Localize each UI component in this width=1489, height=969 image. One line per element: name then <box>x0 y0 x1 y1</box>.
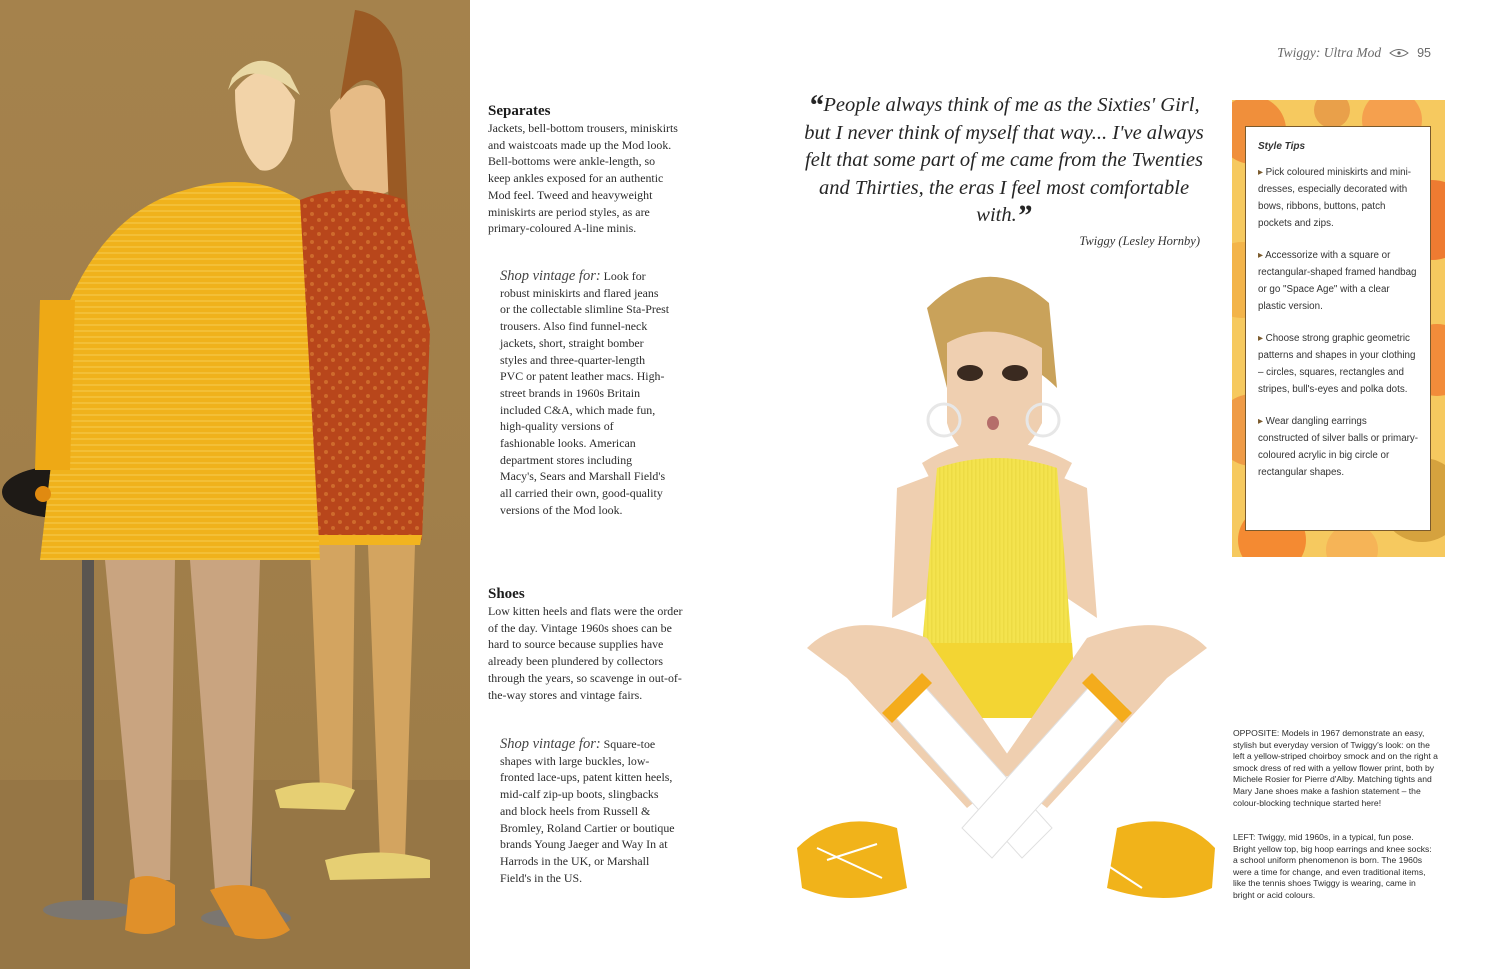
shoes-shop-vintage <box>500 736 675 886</box>
bullet-icon: ▸ <box>1258 250 1266 261</box>
style-tip-text: Choose strong graphic geometric patterns and shapes in your clothing – circles, squares, rectangles and stripes, bull's-eyes and polka dots. <box>1258 333 1416 395</box>
bullet-icon: ▸ <box>1258 416 1266 427</box>
style-tip <box>1258 330 1420 398</box>
separates-body: Jackets, bell-bottom trousers, miniskirts and waistcoats made up the Mod look. Bell-bottoms were ankle-length, so keep ankles exposed for an authentic Mod feel. Tweed and heavyweight miniskirts are period styles, as are primary-coloured A-line minis. <box>488 121 678 236</box>
bullet-icon: ▸ <box>1258 333 1266 344</box>
separates-section <box>488 103 678 237</box>
running-head <box>1277 45 1431 61</box>
open-quote-mark: “ <box>808 89 824 122</box>
bullet-icon: ▸ <box>1258 167 1266 178</box>
caption-opposite: OPPOSITE: Models in 1967 demonstrate an easy, stylish but everyday version of Twiggy's look: on the left a yellow-striped choirboy smock and on the right a smock dress of red with a yellow flower print, both by Michele Rosier for Pierre d'Alby. Matching tights and Mary Jane shoes make a fashion statement – the colour-blocking technique started here! <box>1233 728 1438 808</box>
running-title: Twiggy: Ultra Mod <box>1277 45 1382 60</box>
photo-illustration <box>787 248 1225 910</box>
style-tip-text: Pick coloured miniskirts and mini-dresses, especially decorated with bows, ribbons, buttons, patch pockets and zips. <box>1258 167 1412 229</box>
quote-text: People always think of me as the Sixties' Girl, but I never think of myself that way... I've always felt that some part of me came from the Twenties and Thirties, the eras I feel most comfortable with. <box>804 94 1204 226</box>
photo-illustration <box>0 0 470 969</box>
shoes-heading: Shoes <box>488 586 525 602</box>
quote-attribution: Twiggy (Lesley Hornby) <box>1079 234 1200 248</box>
style-tip-text: Accessorize with a square or rectangular-shaped framed handbag or go "Space Age" with a clear plastic version. <box>1258 250 1417 312</box>
caption-left: LEFT: Twiggy, mid 1960s, in a typical, fun pose. Bright yellow top, big hoop earrings and knee socks: a school uniform phenomenon is born. The 1960s were a time for change, and even traditional items, like the tennis shoes Twiggy is wearing, came in bright or acid colours. <box>1233 832 1432 900</box>
style-tip <box>1258 247 1420 315</box>
style-tip <box>1258 413 1420 481</box>
shoes-body: Low kitten heels and flats were the order of the day. Vintage 1960s shoes can be hard to source because supplies have already been plundered by collectors through the years, so scavenge in out-of-the-way stores and vintage fairs. <box>488 604 683 702</box>
photo-twiggy <box>787 248 1225 910</box>
style-tips-box <box>1245 126 1431 531</box>
pull-quote <box>802 89 1206 232</box>
page-number: 95 <box>1417 46 1431 60</box>
shop-vintage-label: Shop vintage for: <box>500 268 601 284</box>
shop-vintage-label: Shop vintage for: <box>500 736 601 752</box>
close-quote-mark: ” <box>1016 199 1032 232</box>
photo-models-1967 <box>0 0 470 969</box>
style-tips-title: Style Tips <box>1258 141 1306 152</box>
style-tip <box>1258 164 1420 232</box>
separates-shop-vintage <box>500 268 670 519</box>
ornament-icon <box>1389 48 1409 58</box>
shop-vintage-text: Look for robust miniskirts and flared jeans or the collectable slimline Sta-Prest trousers. Also find funnel-neck jackets, short, straight bomber styles and three-quarter-length PVC or patent leather macs. High-street brands in 1960s Britain included C&A, which made fun, high-quality versions of fashionable looks. American department stores including Macy's, Sears and Marshall Field's all carried their own, good-quality versions of the Mod look. <box>500 269 670 517</box>
separates-heading: Separates <box>488 103 551 119</box>
shoes-section <box>488 586 688 703</box>
style-tip-text: Wear dangling earrings constructed of silver balls or primary-coloured acrylic in big circle or rectangular shapes. <box>1258 416 1419 478</box>
shop-vintage-text: Square-toe shapes with large buckles, low-fronted lace-ups, patent kitten heels, mid-calf zip-up boots, slingbacks and block heels from Russell & Bromley, Roland Cartier or boutique brands Young Jaeger and Way In at Harrods in the UK, or Marshall Field's in the US. <box>500 737 675 885</box>
